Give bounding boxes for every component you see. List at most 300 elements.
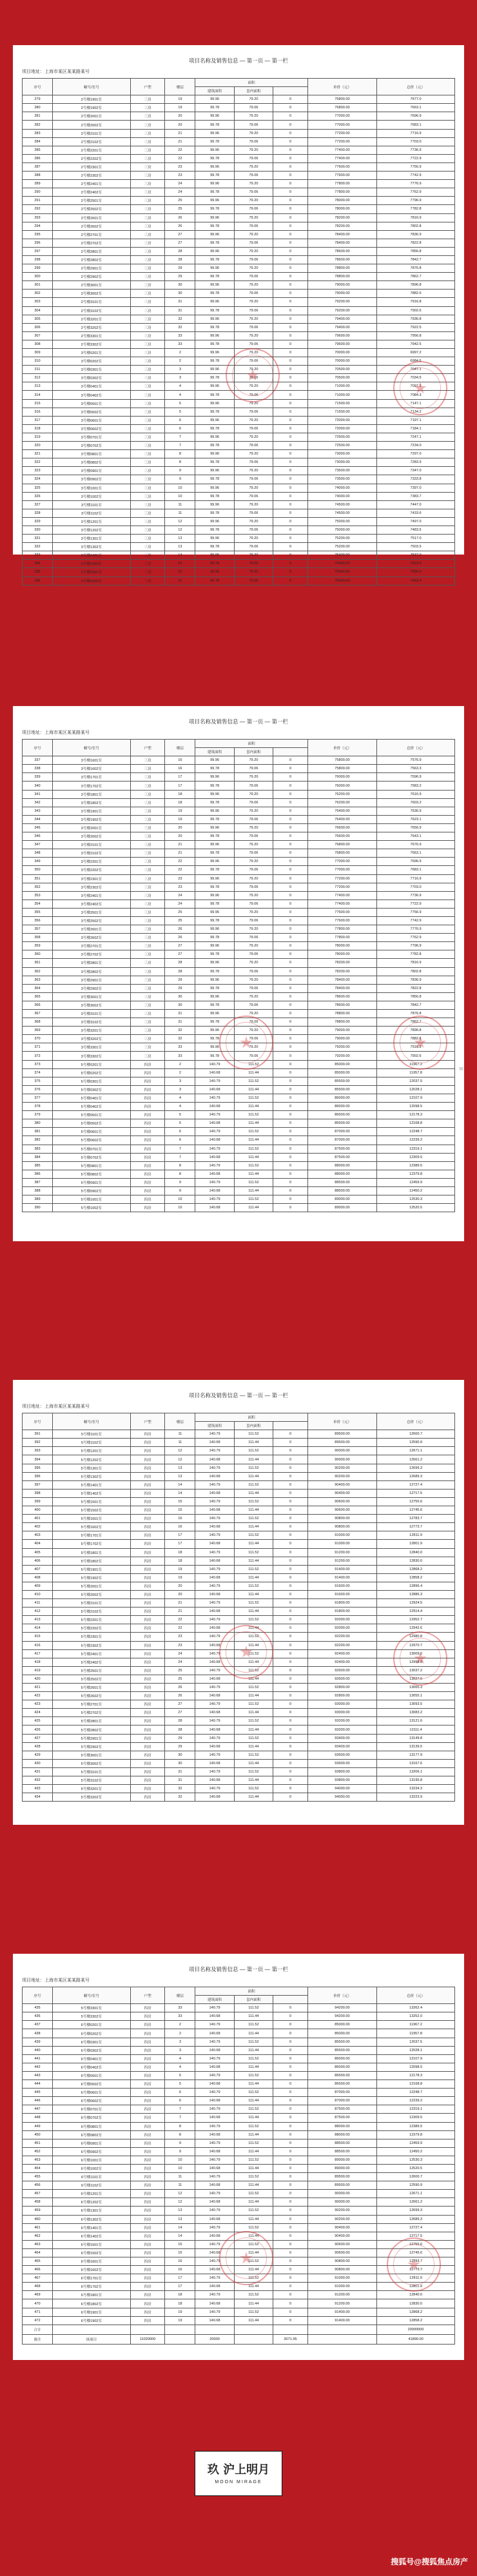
table-row	[23, 1582, 455, 1590]
table-cell: 314	[23, 391, 53, 399]
table-row	[23, 849, 455, 858]
table-cell: 三房	[130, 222, 165, 230]
table-cell: 12830.0	[377, 1557, 455, 1565]
table-cell: 140.79	[195, 1077, 234, 1085]
table-cell: 三房	[130, 331, 165, 340]
table-cell: 7936.8	[377, 315, 455, 323]
table-cell: 0	[273, 112, 308, 121]
table-cell: 四房	[130, 2038, 165, 2046]
table-cell: 324	[23, 475, 53, 484]
table-cell: 四房	[130, 2063, 165, 2071]
table-cell: 20	[165, 112, 195, 121]
table-cell: 0	[273, 391, 308, 399]
table-cell: 140.79	[195, 1464, 234, 1472]
table-cell: 0	[273, 1751, 308, 1759]
table-cell: 348	[23, 849, 53, 858]
table-cell: 5号楼2301室	[52, 1633, 130, 1641]
table-cell: 7902.6	[377, 1052, 455, 1060]
table-row	[23, 576, 455, 585]
table-cell: 5号楼1201室	[52, 1447, 130, 1455]
table-cell: 12952.7	[377, 1616, 455, 1624]
table-cell: 111.44	[234, 1557, 273, 1565]
table-cell: 423	[23, 1700, 53, 1709]
table-cell: 三房	[130, 1027, 165, 1035]
table-cell: 四房	[130, 1439, 165, 1447]
table-cell: 91000.00	[307, 2283, 376, 2291]
table-cell: 85000.00	[307, 2021, 376, 2029]
table-cell: 2	[165, 349, 195, 357]
table-cell: 10	[165, 2156, 195, 2164]
summary-cell	[273, 2325, 308, 2334]
table-cell: 四房	[130, 1204, 165, 1212]
table-cell: 25	[165, 916, 195, 925]
table-cell: 四房	[130, 1094, 165, 1102]
table-cell: 111.52	[234, 1633, 273, 1641]
table-cell: 0	[273, 273, 308, 281]
table-cell: 451	[23, 2139, 53, 2147]
table-cell: 12098.5	[377, 1103, 455, 1111]
table-cell: 三房	[130, 959, 165, 967]
table-cell: 三房	[130, 916, 165, 925]
table-cell: 12	[165, 2190, 195, 2198]
table-cell: 0	[273, 121, 308, 129]
table-cell: 444	[23, 2080, 53, 2089]
table-cell: 7756.9	[377, 908, 455, 916]
table-cell: 7816.9	[377, 959, 455, 967]
table-cell: 三房	[130, 942, 165, 950]
table-cell: 12319.1	[377, 1145, 455, 1153]
table-row	[23, 1557, 455, 1565]
table-row	[23, 197, 455, 205]
table-row	[23, 500, 455, 509]
table-cell: 0	[273, 773, 308, 782]
table-cell: 14	[165, 2223, 195, 2232]
table-cell: 93600.00	[307, 1759, 376, 1767]
table-cell: 四房	[130, 2257, 165, 2266]
table-cell: 三房	[130, 137, 165, 146]
table-cell: 99.96	[195, 331, 234, 340]
table-cell: 140.68	[195, 1103, 234, 1111]
header-area-inner: 套内面积	[234, 748, 273, 756]
table-row	[23, 1531, 455, 1540]
table-cell: 5号楼2202室	[52, 1624, 130, 1633]
table-cell: 5号楼1002室	[52, 1204, 130, 1212]
table-cell: 383	[23, 1145, 53, 1153]
table-cell: 140.68	[195, 2130, 234, 2139]
table-row	[23, 765, 455, 773]
table-cell: 三房	[130, 900, 165, 908]
table-cell: 79.20	[234, 264, 273, 273]
table-cell: 111.44	[234, 1709, 273, 1717]
table-cell: 385	[23, 1161, 53, 1170]
table-cell: 111.52	[234, 2054, 273, 2063]
table-row	[23, 2316, 455, 2325]
table-cell: 313	[23, 382, 53, 391]
table-cell: 四房	[130, 2130, 165, 2139]
table-cell: 366	[23, 1001, 53, 1009]
table-cell: 8	[165, 1170, 195, 1178]
table-cell: 111.52	[234, 2089, 273, 2097]
table-cell: 111.44	[234, 1590, 273, 1598]
table-cell: 323	[23, 467, 53, 475]
table-cell: 140.79	[195, 1060, 234, 1068]
table-cell: 140.68	[195, 2181, 234, 2190]
table-cell: 140.79	[195, 1684, 234, 1692]
table-cell: 四房	[130, 2173, 165, 2181]
table-cell: 140.79	[195, 2122, 234, 2130]
table-row	[23, 2063, 455, 2071]
table-cell: 21	[165, 1599, 195, 1608]
table-row	[23, 1616, 455, 1624]
table-cell: 三房	[130, 500, 165, 509]
table-cell: 89500.00	[307, 2173, 376, 2181]
table-cell: 94200.00	[307, 2012, 376, 2021]
table-row	[23, 2240, 455, 2248]
table-cell: 368	[23, 1018, 53, 1027]
table-cell: 0	[273, 230, 308, 239]
table-cell: 5	[165, 399, 195, 408]
table-row	[23, 1624, 455, 1633]
table-cell: 27	[165, 230, 195, 239]
table-row	[23, 458, 455, 467]
table-row	[23, 2114, 455, 2122]
table-cell: 0	[273, 1119, 308, 1128]
table-row	[23, 349, 455, 357]
table-cell: 79.20	[234, 112, 273, 121]
table-cell: 111.44	[234, 1085, 273, 1094]
table-cell: 332	[23, 543, 53, 551]
table-cell: 三房	[130, 306, 165, 315]
table-cell: 26	[165, 925, 195, 934]
table-row	[23, 484, 455, 492]
table-cell: 92200.00	[307, 1641, 376, 1649]
table-cell: 0	[273, 484, 308, 492]
table-cell: 7703.0	[377, 883, 455, 891]
table-cell: 三房	[130, 424, 165, 433]
table-cell: 三房	[130, 492, 165, 500]
table-cell: 四房	[130, 1590, 165, 1598]
table-cell: 0	[273, 205, 308, 213]
table-cell: 12783.7	[377, 2257, 455, 2266]
table-cell: 424	[23, 1709, 53, 1717]
table-cell: 0	[273, 1700, 308, 1709]
table-cell: 7902.6	[377, 306, 455, 315]
table-cell: 四房	[130, 2004, 165, 2012]
table-row	[23, 2291, 455, 2299]
table-cell: 12028.1	[377, 1085, 455, 1094]
table-cell: 0	[273, 382, 308, 391]
price-table	[22, 739, 455, 1212]
table-cell: 12450.2	[377, 2147, 455, 2156]
table-cell: 6号楼1301室	[52, 2207, 130, 2215]
table-cell: 77000.00	[307, 858, 376, 866]
table-cell: 4	[165, 382, 195, 391]
table-row	[23, 535, 455, 543]
table-cell: 5号楼0901室	[52, 1178, 130, 1186]
table-cell: 7836.9	[377, 976, 455, 984]
table-cell: 22	[165, 154, 195, 162]
table-cell: 27	[165, 942, 195, 950]
table-cell: 5号楼3301室	[52, 2004, 130, 2012]
table-cell: 99.78	[195, 509, 234, 517]
table-cell: 111.44	[234, 2299, 273, 2308]
table-cell: 5号楼0402室	[52, 1103, 130, 1111]
table-cell: 5号楼0401室	[52, 1094, 130, 1102]
table-cell: 336	[23, 576, 53, 585]
table-row	[23, 112, 455, 121]
table-cell: 89500.00	[307, 1439, 376, 1447]
table-cell: 0	[273, 992, 308, 1001]
table-cell: 311	[23, 366, 53, 374]
table-cell: 3号楼1201室	[52, 517, 130, 526]
table-cell: 0	[273, 1709, 308, 1717]
header-area-build: 建筑面积	[195, 1422, 234, 1430]
table-cell: 70000.00	[307, 357, 376, 366]
table-cell: 四房	[130, 1145, 165, 1153]
table-cell: 12309.5	[377, 2114, 455, 2122]
table-cell: 0	[273, 1717, 308, 1726]
table-cell: 92400.00	[307, 1649, 376, 1658]
table-cell: 99.78	[195, 323, 234, 331]
table-cell: 140.79	[195, 1717, 234, 1726]
table-cell: 422	[23, 1692, 53, 1700]
table-cell: 12840.0	[377, 2291, 455, 2299]
table-cell: 396	[23, 1472, 53, 1480]
table-cell: 0	[273, 2130, 308, 2139]
table-cell: 三房	[130, 823, 165, 832]
table-cell: 四房	[130, 1186, 165, 1195]
table-cell: 2号楼2601室	[52, 213, 130, 222]
table-cell: 90600.00	[307, 1497, 376, 1506]
table-cell: 99.96	[195, 349, 234, 357]
table-cell: 99.78	[195, 154, 234, 162]
table-cell: 111.52	[234, 1599, 273, 1608]
table-cell: 111.44	[234, 1675, 273, 1683]
table-cell: 111.44	[234, 1759, 273, 1767]
table-row	[23, 213, 455, 222]
table-cell: 140.79	[195, 2274, 234, 2283]
table-cell: 99.96	[195, 874, 234, 883]
table-cell: 79.20	[234, 908, 273, 916]
table-row	[23, 976, 455, 984]
table-cell: 12661.2	[377, 1455, 455, 1464]
table-cell: 434	[23, 1793, 53, 1802]
table-row	[23, 984, 455, 992]
table-cell: 7347.0	[377, 467, 455, 475]
table-cell: 3号楼1702室	[52, 782, 130, 790]
table-cell: 435	[23, 2004, 53, 2012]
table-cell: 27	[165, 950, 195, 959]
table-cell: 419	[23, 1666, 53, 1675]
table-cell: 6号楼0901室	[52, 2139, 130, 2147]
table-cell: 74000.00	[307, 492, 376, 500]
table-cell: 382	[23, 1136, 53, 1145]
table-cell: 17	[165, 1531, 195, 1540]
header-building: 幢号/室号	[52, 740, 130, 756]
table-cell: 2号楼1901室	[52, 95, 130, 104]
table-cell: 0	[273, 1675, 308, 1683]
table-cell: 111.44	[234, 1641, 273, 1649]
table-cell: 三房	[130, 798, 165, 807]
table-cell: 79.06	[234, 883, 273, 891]
table-cell: 99.96	[195, 467, 234, 475]
table-row	[23, 247, 455, 255]
table-cell: 0	[273, 1170, 308, 1178]
table-cell: 30	[165, 992, 195, 1001]
table-cell: 79.20	[234, 162, 273, 171]
table-cell: 三房	[130, 281, 165, 290]
table-cell: 14	[165, 551, 195, 560]
table-cell: 99.78	[195, 782, 234, 790]
table-cell: 99.96	[195, 315, 234, 323]
table-cell: 79400.00	[307, 315, 376, 323]
header-layout: 户型	[130, 1987, 165, 2004]
table-cell: 23	[165, 162, 195, 171]
table-cell: 3	[165, 1077, 195, 1085]
table-cell: 三房	[130, 967, 165, 976]
table-cell: 6	[165, 2089, 195, 2097]
table-cell: 6号楼1401室	[52, 2223, 130, 2232]
table-cell: 79.06	[234, 916, 273, 925]
table-cell: 0	[273, 1506, 308, 1515]
table-cell: 23	[165, 883, 195, 891]
table-cell: 78400.00	[307, 976, 376, 984]
table-cell: 79.06	[234, 509, 273, 517]
table-cell: 5号楼1501室	[52, 1497, 130, 1506]
table-cell: 0	[273, 535, 308, 543]
table-cell: 79200.00	[307, 1052, 376, 1060]
table-cell: 0	[273, 1447, 308, 1455]
table-cell: 0	[273, 1430, 308, 1439]
table-cell: 2号楼2301室	[52, 162, 130, 171]
table-cell: 91400.00	[307, 1573, 376, 1582]
table-cell: 15	[165, 576, 195, 585]
table-cell: 6号楼1302室	[52, 2215, 130, 2223]
table-cell: 18	[165, 790, 195, 798]
table-cell: 79.06	[234, 492, 273, 500]
table-cell: 三房	[130, 374, 165, 382]
table-cell: 79.20	[234, 874, 273, 883]
table-cell: 0	[273, 1767, 308, 1776]
table-row	[23, 433, 455, 441]
table-row	[23, 798, 455, 807]
table-cell: 99.96	[195, 1010, 234, 1018]
table-row	[23, 782, 455, 790]
table-cell: 361	[23, 959, 53, 967]
table-cell: 0	[273, 137, 308, 146]
table-row	[23, 172, 455, 180]
table-cell: 93400.00	[307, 1742, 376, 1751]
table-row	[23, 408, 455, 416]
header-area-extra	[273, 1996, 308, 2004]
table-cell: 3号楼0401室	[52, 382, 130, 391]
table-cell: 四房	[130, 1480, 165, 1489]
table-row	[23, 1010, 455, 1018]
table-row	[23, 1472, 455, 1480]
table-cell: 74000.00	[307, 484, 376, 492]
document-page-2	[13, 706, 464, 1241]
table-cell: 三房	[130, 366, 165, 374]
table-cell: 75400.00	[307, 560, 376, 568]
table-cell: 395	[23, 1464, 53, 1472]
table-cell: 12980.8	[377, 1633, 455, 1641]
table-cell: 315	[23, 399, 53, 408]
table-cell: 0	[273, 934, 308, 942]
table-cell: 三房	[130, 264, 165, 273]
table-cell: 2号楼3001室	[52, 281, 130, 290]
table-cell: 76400.00	[307, 815, 376, 823]
table-cell: 0	[273, 925, 308, 934]
table-cell: 7603.2	[377, 798, 455, 807]
table-cell: 12745.6	[377, 1506, 455, 1515]
table-cell: 6	[165, 424, 195, 433]
table-cell: 四房	[130, 1178, 165, 1186]
table-cell: 26	[165, 222, 195, 230]
table-cell: 140.68	[195, 2097, 234, 2105]
table-cell: 12520.5	[377, 1204, 455, 1212]
table-cell: 440	[23, 2046, 53, 2054]
table-cell: 6	[165, 1136, 195, 1145]
table-cell: 0	[273, 2029, 308, 2038]
table-cell: 三房	[130, 188, 165, 197]
table-cell: 77400.00	[307, 146, 376, 154]
table-cell: 405	[23, 1548, 53, 1557]
table-cell: 四房	[130, 1557, 165, 1565]
table-cell: 7942.5	[377, 340, 455, 348]
table-cell: 367	[23, 1010, 53, 1018]
table-cell: 462	[23, 2232, 53, 2240]
table-cell: 90800.00	[307, 2257, 376, 2266]
table-cell: 8	[165, 458, 195, 467]
table-cell: 三房	[130, 323, 165, 331]
table-cell: 467	[23, 2274, 53, 2283]
table-cell: 79.06	[234, 560, 273, 568]
table-cell: 0	[273, 255, 308, 264]
table-cell: 0	[273, 908, 308, 916]
table-cell: 90600.00	[307, 2248, 376, 2257]
table-cell: 99.78	[195, 866, 234, 874]
table-row	[23, 1430, 455, 1439]
table-cell: 0	[273, 1178, 308, 1186]
table-cell: 12530.3	[377, 1195, 455, 1204]
table-row	[23, 891, 455, 900]
table-cell: 7517.0	[377, 535, 455, 543]
table-cell: 11	[165, 2173, 195, 2181]
table-cell: 111.52	[234, 2038, 273, 2046]
table-cell: 79200.00	[307, 298, 376, 306]
table-cell: 140.79	[195, 1565, 234, 1573]
table-cell: 三房	[130, 112, 165, 121]
table-cell: 282	[23, 121, 53, 129]
table-cell: 0	[273, 2173, 308, 2181]
table-row	[23, 773, 455, 782]
table-cell: 14	[165, 1489, 195, 1497]
table-cell: 0	[273, 560, 308, 568]
table-cell: 78000.00	[307, 197, 376, 205]
table-cell: 76000.00	[307, 782, 376, 790]
table-cell: 2号楼3102室	[52, 306, 130, 315]
table-cell: 99.78	[195, 137, 234, 146]
table-cell: 7896.8	[377, 1027, 455, 1035]
table-cell: 400	[23, 1506, 53, 1515]
table-cell: 140.68	[195, 1573, 234, 1582]
header-price: 单价（元）	[307, 740, 376, 756]
table-cell: 三房	[130, 408, 165, 416]
table-cell: 77800.00	[307, 180, 376, 188]
table-cell: 79.06	[234, 543, 273, 551]
table-cell: 7397.0	[377, 484, 455, 492]
table-cell: 5号楼0802室	[52, 1170, 130, 1178]
